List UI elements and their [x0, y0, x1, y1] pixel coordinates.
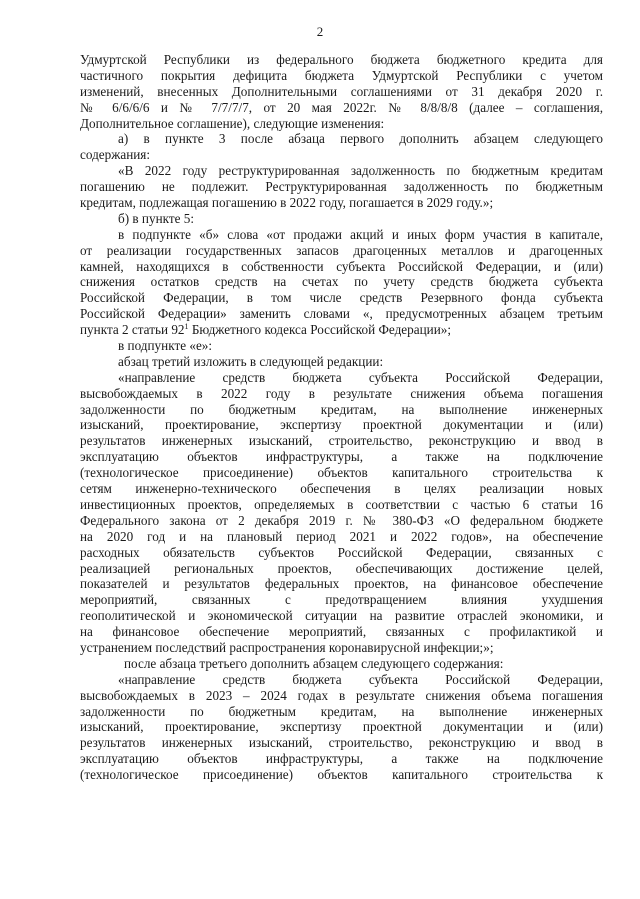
text-line [80, 529, 603, 545]
text-line [80, 84, 603, 100]
text-line-content: «В 2022 году реструктурированная задолженность по бюджетным кредитам [118, 163, 603, 179]
text-line-content: Российской Федерации» заменить словами «, предусмотренных абзацем третьим [80, 306, 603, 322]
text-line [80, 259, 603, 275]
text-line [80, 211, 603, 227]
text-line-content: эксплуатацию объектов инфраструктуры, а также на подключение [80, 751, 603, 767]
text-line-content: изменений, внесенных Дополнительными соглашениями от 31 декабря 2020 г. [80, 83, 603, 99]
text-line-content: (технологическое присоединение) объектов капитального строительства к [80, 465, 603, 481]
text-line [80, 561, 603, 577]
text-line-content: изысканий, проектирование, экспертизу проектной документации и (или) [80, 719, 603, 735]
text-line [80, 147, 603, 163]
text-line [80, 163, 603, 179]
text-line [80, 719, 603, 735]
text-line [80, 195, 603, 211]
text-line [80, 306, 603, 322]
text-line-content: Дополнительное соглашение), следующие изменения: [80, 115, 385, 131]
text-line [80, 576, 603, 592]
text-line [80, 449, 603, 465]
text-line-content: б) в пункте 5: [118, 210, 195, 226]
text-line-content: «направление средств бюджета субъекта Российской Федерации, [118, 369, 603, 385]
text-line [80, 322, 603, 338]
text-line [80, 640, 603, 656]
text-line-content: мероприятий, связанных с предотвращением влияния ухудшения [80, 592, 603, 608]
text-line-content: погашению не подлежит. Реструктурированная задолженность по бюджетным [80, 179, 603, 195]
text-line-content: результатов инженерных изысканий, строительство, реконструкцию и ввод в [80, 433, 603, 449]
text-line-content: на финансовое обеспечение мероприятий, связанных с профилактикой и [80, 624, 603, 640]
text-line-content: абзац третий изложить в следующей редакции: [118, 353, 384, 369]
text-line [80, 481, 603, 497]
document-body [80, 52, 603, 783]
text-line-content: после абзаца третьего дополнить абзацем следующего содержания: [124, 655, 504, 671]
text-line-content: сетям инженерно-технического обеспечения в целях реализации новых [80, 481, 603, 497]
text-line [80, 417, 603, 433]
text-line-content: Удмуртской Республики из федерального бюджета бюджетного кредита для [80, 52, 603, 67]
text-line [80, 545, 603, 561]
text-line-content: устранением последствий распространения коронавирусной инфекции;»; [80, 639, 494, 655]
text-line-content: высвобождаемых в 2022 году в результате снижения объема погашения [80, 385, 603, 401]
text-line-content: инвестиционных проектов, определяемых в соответствии с частью 6 статьи 16 [80, 496, 603, 512]
text-line-content: задолженности по бюджетным кредитам, на выполнение инженерных [80, 401, 603, 417]
text-line [80, 354, 603, 370]
text-line [80, 704, 603, 720]
text-line [80, 656, 603, 672]
text-line-content: содержания: [80, 147, 151, 163]
text-line-content: задолженности по бюджетным кредитам, на выполнение инженерных [80, 703, 603, 719]
text-line-content: на 2020 год и на плановый период 2021 и 2022 годов», на обеспечение [80, 528, 603, 544]
text-line [80, 608, 603, 624]
text-line [80, 735, 603, 751]
text-line [80, 52, 603, 68]
text-line [80, 402, 603, 418]
text-line-content: пункта 2 статьи 92 [80, 322, 185, 338]
text-line [80, 624, 603, 640]
text-line-content: (технологическое присоединение) объектов капитального строительства к [80, 767, 603, 783]
text-line-content: кредитам, подлежащая погашению в 2022 году, погашается в 2029 году.»; [80, 195, 494, 211]
text-line [80, 370, 603, 386]
text-line-content: изысканий, проектирование, экспертизу проектной документации и (или) [80, 417, 603, 433]
text-line [80, 465, 603, 481]
text-line-tail: Бюджетного кодекса Российской Федерации»; [188, 322, 452, 338]
text-line [80, 227, 603, 243]
text-line-content: а) в пункте 3 после абзаца первого дополнить абзацем следующего [118, 131, 603, 147]
text-line-content: снижения остатков средств на счетах по учету средств бюджета субъекта [80, 274, 603, 290]
text-line [80, 688, 603, 704]
text-line [80, 290, 603, 306]
text-line-content: расходных обязательств субъектов Российской Федерации, связанных с [80, 544, 603, 560]
text-line [80, 767, 603, 783]
text-line [80, 100, 603, 116]
text-line [80, 131, 603, 147]
text-line-content: высвобождаемых в 2023 – 2024 годах в результате снижения объема погашения [80, 687, 603, 703]
page-number: 2 [316, 24, 324, 39]
text-line-content: результатов инженерных изысканий, строительство, реконструкцию и ввод в [80, 735, 603, 751]
text-line-content: геополитической и экономической ситуации на развитие отраслей экономики, и [80, 608, 603, 624]
text-line [80, 68, 603, 84]
text-line [80, 179, 603, 195]
text-line-content: от реализации государственных запасов драгоценных металлов и драгоценных [80, 242, 603, 258]
text-line-content: в подпункте «е»: [118, 338, 213, 354]
text-line [80, 274, 603, 290]
superscript: 1 [184, 322, 189, 332]
text-line-content: «направление средств бюджета субъекта Российской Федерации, [118, 671, 603, 687]
text-line [80, 338, 603, 354]
text-line [80, 513, 603, 529]
text-line-content: камней, находящихся в собственности субъекта Российской Федерации, и (или) [80, 258, 603, 274]
text-line-content: в подпункте «б» слова «от продажи акций и иных форм участия в капитале, [118, 226, 603, 242]
text-line-content: частичного покрытия дефицита бюджета Удмуртской Республики с учетом [80, 67, 603, 83]
text-line-content: эксплуатацию объектов инфраструктуры, а также на подключение [80, 449, 603, 465]
text-line [80, 672, 603, 688]
text-line [80, 433, 603, 449]
text-line [80, 243, 603, 259]
text-line [80, 497, 603, 513]
text-line [80, 116, 603, 132]
text-line-content: реализацией региональных проектов, обеспечивающих достижение целей, [80, 560, 603, 576]
text-line-content: показателей и результатов федеральных проектов, на финансовое обеспечение [80, 576, 603, 592]
text-line-content: № 6/6/6/6 и № 7/7/7/7, от 20 мая 2022г. № 8/8/8/8 (далее – соглашения, [80, 99, 603, 115]
text-line [80, 592, 603, 608]
text-line-content: Российской Федерации, в том числе средств Резервного фонда субъекта [80, 290, 603, 306]
text-line-content: Федерального закона от 2 декабря 2019 г. № 380-ФЗ «О федеральном бюджете [80, 512, 603, 528]
text-line [80, 386, 603, 402]
text-line [80, 751, 603, 767]
